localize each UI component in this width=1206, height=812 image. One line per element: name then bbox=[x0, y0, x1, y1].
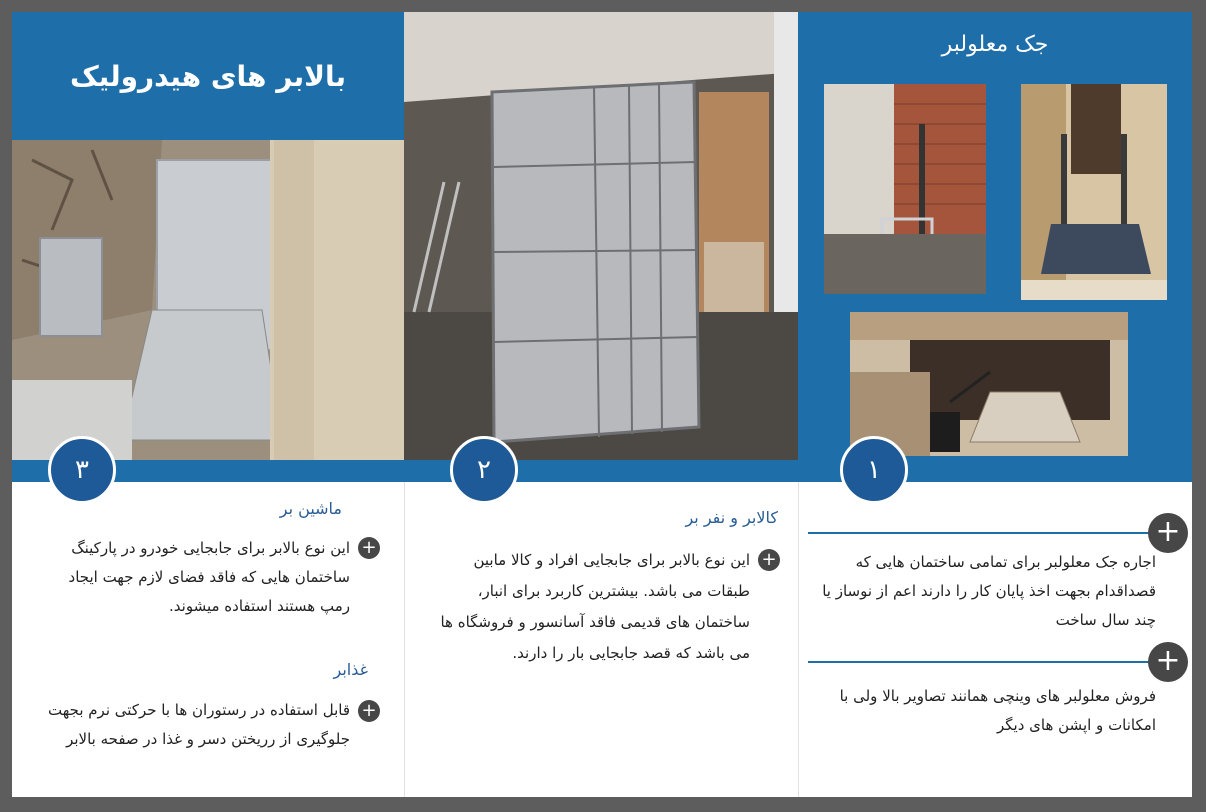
sale-text: فروش معلولبر های وینچی همانند تصاویر بالا ولی با امکانات و اپشن های دیگر bbox=[839, 687, 1156, 734]
plus-icon: + bbox=[1148, 642, 1188, 682]
column-divider bbox=[404, 482, 405, 797]
timeline-band bbox=[12, 460, 1192, 482]
food-lift-text: قابل استفاده در رستوران ها با حرکتی نرم بجهت جلوگیری از رریختن دسر و غذا در صفحه بالابر bbox=[48, 701, 350, 748]
plus-icon: + bbox=[758, 549, 780, 571]
section-line bbox=[808, 532, 1153, 534]
disabled-lift-photo-1 bbox=[824, 84, 986, 294]
food-lift-heading: غذابر bbox=[333, 660, 368, 679]
step-number-2: ۲ bbox=[450, 436, 518, 504]
hydraulic-lifts-header: بالابر های هیدرولیک bbox=[12, 12, 404, 140]
column-divider bbox=[798, 482, 799, 797]
car-lift-text: این نوع بالابر برای جابجایی خودرو در پارکینگ ساختمان هایی که فاقد فضای لازم جهت ایجاد رمپ هستند استفاده میشوند. bbox=[68, 539, 350, 615]
freight-lift-text: این نوع بالابر برای جابجایی افراد و کالا مابین طبقات می باشد. بیشترین کاربرد برای انبار، ساختمان های قدیمی فاقد آسانسور و فروشگاه ها می باشد که قصد جابجایی بار را دارند. bbox=[440, 551, 750, 662]
disabled-lift-photo-2 bbox=[1021, 84, 1167, 300]
brochure-sheet bbox=[12, 12, 1192, 797]
step-number-1: ۱ bbox=[840, 436, 908, 504]
car-lift-heading: ماشین بر bbox=[279, 499, 342, 518]
disabled-lift-panel bbox=[798, 12, 1192, 460]
step-number-3: ۳ bbox=[48, 436, 116, 504]
freight-lift-photo bbox=[404, 12, 798, 460]
disabled-lift-photo-3 bbox=[850, 312, 1128, 456]
section-line bbox=[808, 661, 1153, 663]
car-lift-photo bbox=[12, 140, 404, 460]
rental-text: اجاره جک معلولبر برای تمامی ساختمان هایی که قصداقدام بجهت اخذ پایان کار را دارند اعم از نوساز یا چند سال ساخت bbox=[822, 553, 1156, 629]
plus-icon: + bbox=[358, 537, 380, 559]
freight-lift-heading: کالابر و نفر بر bbox=[685, 508, 778, 527]
disabled-lift-title: جک معلولبر bbox=[941, 32, 1049, 57]
plus-icon: + bbox=[1148, 513, 1188, 553]
plus-icon: + bbox=[358, 700, 380, 722]
